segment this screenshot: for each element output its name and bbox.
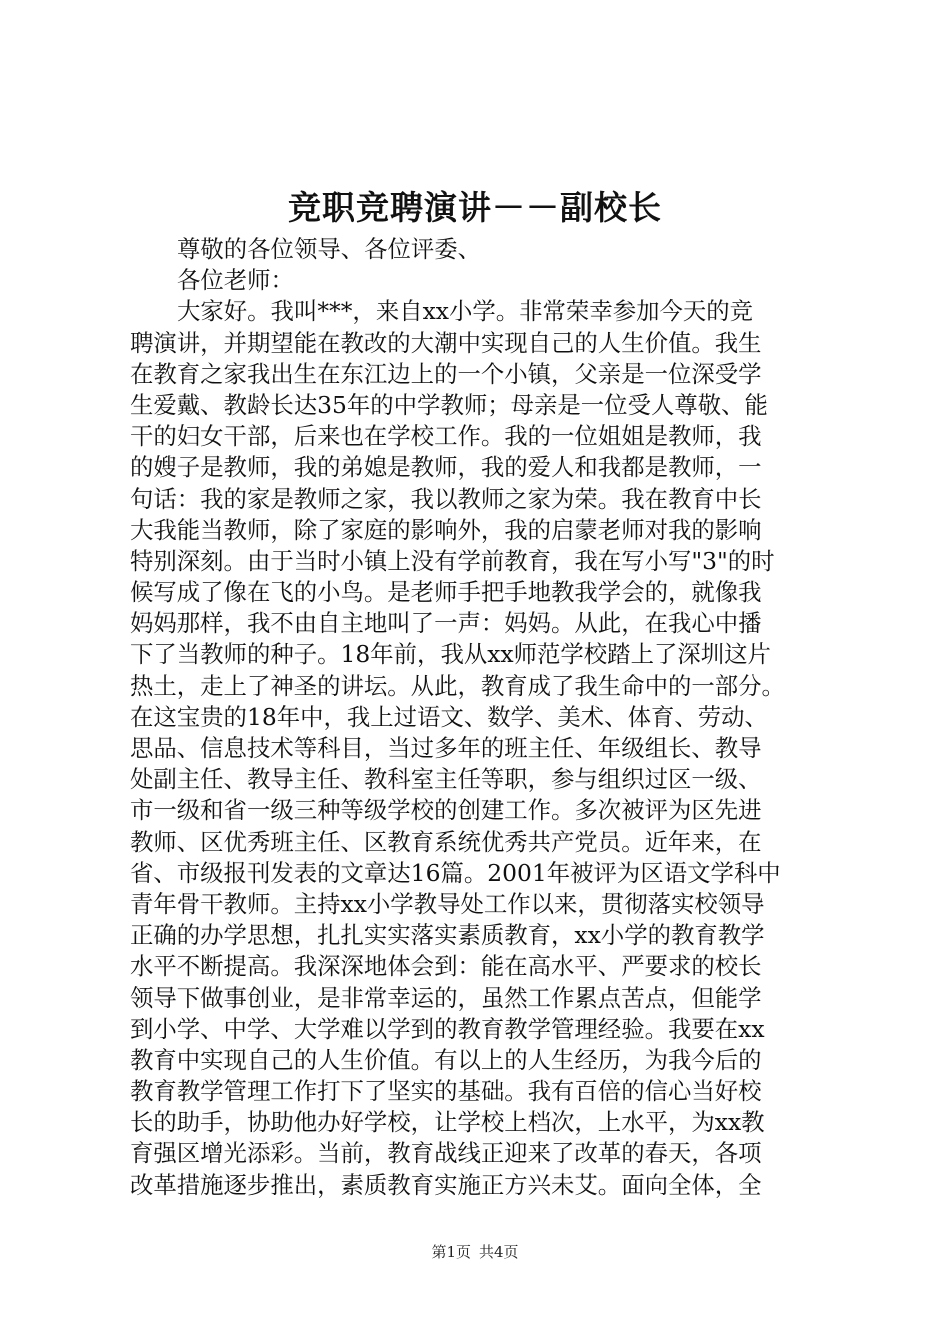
paragraph-line: 长的助手，协助他办好学校，让学校上档次，上水平，为xx教 [130, 1108, 765, 1137]
paragraph-line: 育强区增光添彩。当前，教育战线正迎来了改革的春天，各项 [130, 1139, 762, 1168]
page-number: 第1页 [431, 1243, 471, 1261]
paragraph-line: 到小学、中学、大学难以学到的教育教学管理经验。我要在xx [130, 1014, 765, 1043]
paragraph-line: 在教育之家我出生在东江边上的一个小镇，父亲是一位深受学 [130, 359, 762, 388]
paragraph-line: 正确的办学思想，扎扎实实落实素质教育，xx小学的教育教学 [130, 921, 765, 950]
paragraph-line: 改革措施逐步推出，素质教育实施正方兴未艾。面向全体，全 [130, 1170, 762, 1199]
paragraph-line: 聘演讲，并期望能在教改的大潮中实现自己的人生价值。我生 [130, 328, 762, 357]
paragraph-line: 在这宝贵的18年中，我上过语文、数学、美术、体育、劳动、 [130, 702, 768, 731]
paragraph-line: 特别深刻。由于当时小镇上没有学前教育，我在写小写"3"的时 [130, 546, 775, 575]
paragraph-line: 候写成了像在飞的小鸟。是老师手把手地教我学会的，就像我 [130, 578, 762, 607]
page-total: 共4页 [479, 1243, 519, 1261]
paragraph-line: 大我能当教师，除了家庭的影响外，我的启蒙老师对我的影响 [130, 515, 762, 544]
salutation-line: 各位老师： [177, 266, 294, 295]
paragraph-line: 教育中实现自己的人生价值。有以上的人生经历，为我今后的 [130, 1045, 762, 1074]
paragraph-line: 热土，走上了神圣的讲坛。从此，教育成了我生命中的一部分。 [130, 671, 785, 700]
paragraph-line: 大家好。我叫***，来自xx小学。非常荣幸参加今天的竞 [177, 297, 754, 326]
paragraph-line: 处副主任、教导主任、教科室主任等职，参与组织过区一级、 [130, 765, 762, 794]
paragraph-line: 思品、信息技术等科目，当过多年的班主任、年级组长、教导 [130, 734, 762, 762]
paragraph-line: 教育教学管理工作打下了坚实的基础。我有百倍的信心当好校 [130, 1077, 762, 1106]
paragraph-line: 生爱戴、教龄长达35年的中学教师；母亲是一位受人尊敬、能 [130, 390, 768, 419]
paragraph-line: 干的妇女干部，后来也在学校工作。我的一位姐姐是教师，我 [130, 422, 762, 451]
paragraph-line: 的嫂子是教师，我的弟媳是教师，我的爱人和我都是教师，一 [130, 453, 762, 482]
paragraph-line: 妈妈那样，我不由自主地叫了一声：妈妈。从此，在我心中播 [130, 609, 762, 638]
paragraph-line: 市一级和省一级三种等级学校的创建工作。多次被评为区先进 [130, 796, 762, 825]
paragraph-line: 省、市级报刊发表的文章达16篇。2001年被评为区语文学科中 [130, 858, 781, 887]
document-title: 竞职竞聘演讲－－副校长 [288, 188, 662, 227]
paragraph-line: 领导下做事创业，是非常幸运的，虽然工作累点苦点，但能学 [130, 983, 762, 1012]
paragraph-line: 句话：我的家是教师之家，我以教师之家为荣。我在教育中长 [130, 484, 762, 513]
salutation-line: 尊敬的各位领导、各位评委、 [177, 235, 482, 263]
document-body [130, 234, 830, 1201]
paragraph-line: 教师、区优秀班主任、区教育系统优秀共产党员。近年来，在 [130, 827, 762, 856]
paragraph-line: 青年骨干教师。主持xx小学教导处工作以来，贯彻落实校领导 [130, 889, 765, 918]
paragraph-line: 水平不断提高。我深深地体会到：能在高水平、严要求的校长 [130, 952, 762, 981]
paragraph-line: 下了当教师的种子。18年前，我从xx师范学校踏上了深圳这片 [130, 640, 771, 669]
page-footer [0, 1242, 950, 1262]
